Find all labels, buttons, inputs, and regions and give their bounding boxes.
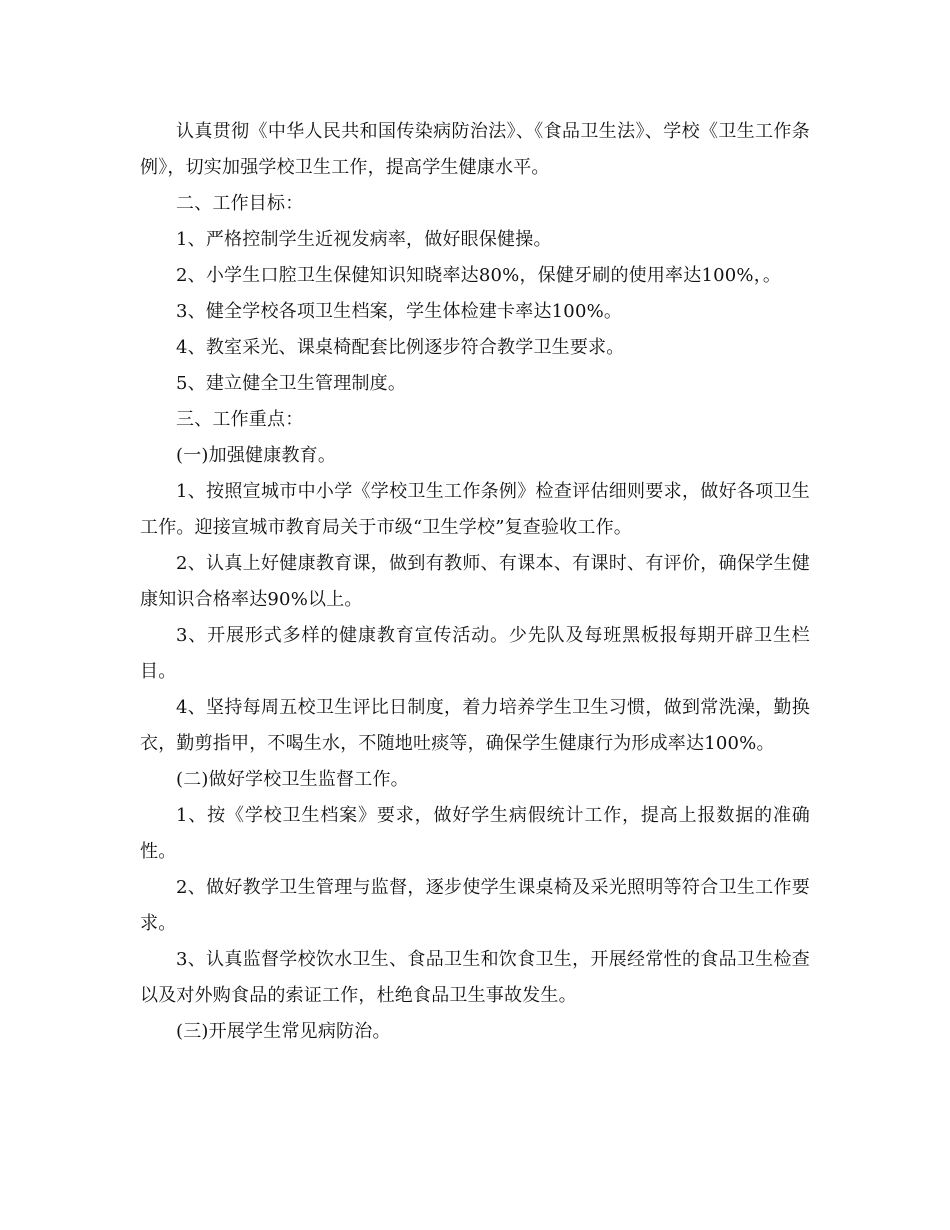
health-education-item-2: 2、认真上好健康教育课，做到有教师、有课本、有课时、有评价，确保学生健康知识合格率达90%以上。 bbox=[140, 553, 810, 610]
health-education-item-4: 4、坚持每周五校卫生评比日制度，着力培养学生卫生习惯，做到常洗澡，勤换衣，勤剪指甲，不喝生水，不随地吐痰等，确保学生健康行为形成率达100%。 bbox=[140, 697, 810, 754]
health-education-item-3: 3、开展形式多样的健康教育宣传活动。少先队及每班黑板报每期开辟卫生栏目。 bbox=[140, 625, 810, 682]
supervision-item-1: 1、按《学校卫生档案》要求，做好学生病假统计工作，提高上报数据的准确性。 bbox=[140, 805, 810, 862]
goal-item-5: 5、建立健全卫生管理制度。 bbox=[176, 373, 407, 394]
subsection-heading-health-education: (一)加强健康教育。 bbox=[176, 445, 337, 466]
goal-item-3: 3、健全学校各项卫生档案，学生体检建卡率达100%。 bbox=[176, 301, 623, 322]
subsection-heading-supervision: (二)做好学校卫生监督工作。 bbox=[176, 769, 409, 790]
subsection-heading-disease-prevention: (三)开展学生常见病防治。 bbox=[176, 1021, 391, 1042]
supervision-item-3: 3、认真监督学校饮水卫生、食品卫生和饮食卫生，开展经常性的食品卫生检查以及对外购食品的索证工作，杜绝食品卫生事故发生。 bbox=[140, 949, 810, 1006]
supervision-item-2: 2、做好教学卫生管理与监督，逐步使学生课桌椅及采光照明等符合卫生工作要求。 bbox=[140, 877, 810, 934]
document-body bbox=[140, 114, 810, 1050]
goal-item-1: 1、严格控制学生近视发病率，做好眼保健操。 bbox=[176, 229, 552, 250]
paragraph-intro: 认真贯彻《中华人民共和国传染病防治法》、《食品卫生法》、学校《卫生工作条例》，切实加强学校卫生工作，提高学生健康水平。 bbox=[140, 121, 810, 178]
goal-item-4: 4、教室采光、课桌椅配套比例逐步符合教学卫生要求。 bbox=[176, 337, 625, 358]
section-heading-goals: 二、工作目标： bbox=[176, 193, 304, 214]
health-education-item-1: 1、按照宣城市中小学《学校卫生工作条例》检查评估细则要求，做好各项卫生工作。迎接宣城市教育局关于市级“卫生学校”复查验收工作。 bbox=[140, 481, 810, 538]
section-heading-focus: 三、工作重点： bbox=[176, 409, 304, 430]
goal-item-2: 2、小学生口腔卫生保健知识知晓率达80%，保健牙刷的使用率达100%，。 bbox=[176, 265, 782, 286]
